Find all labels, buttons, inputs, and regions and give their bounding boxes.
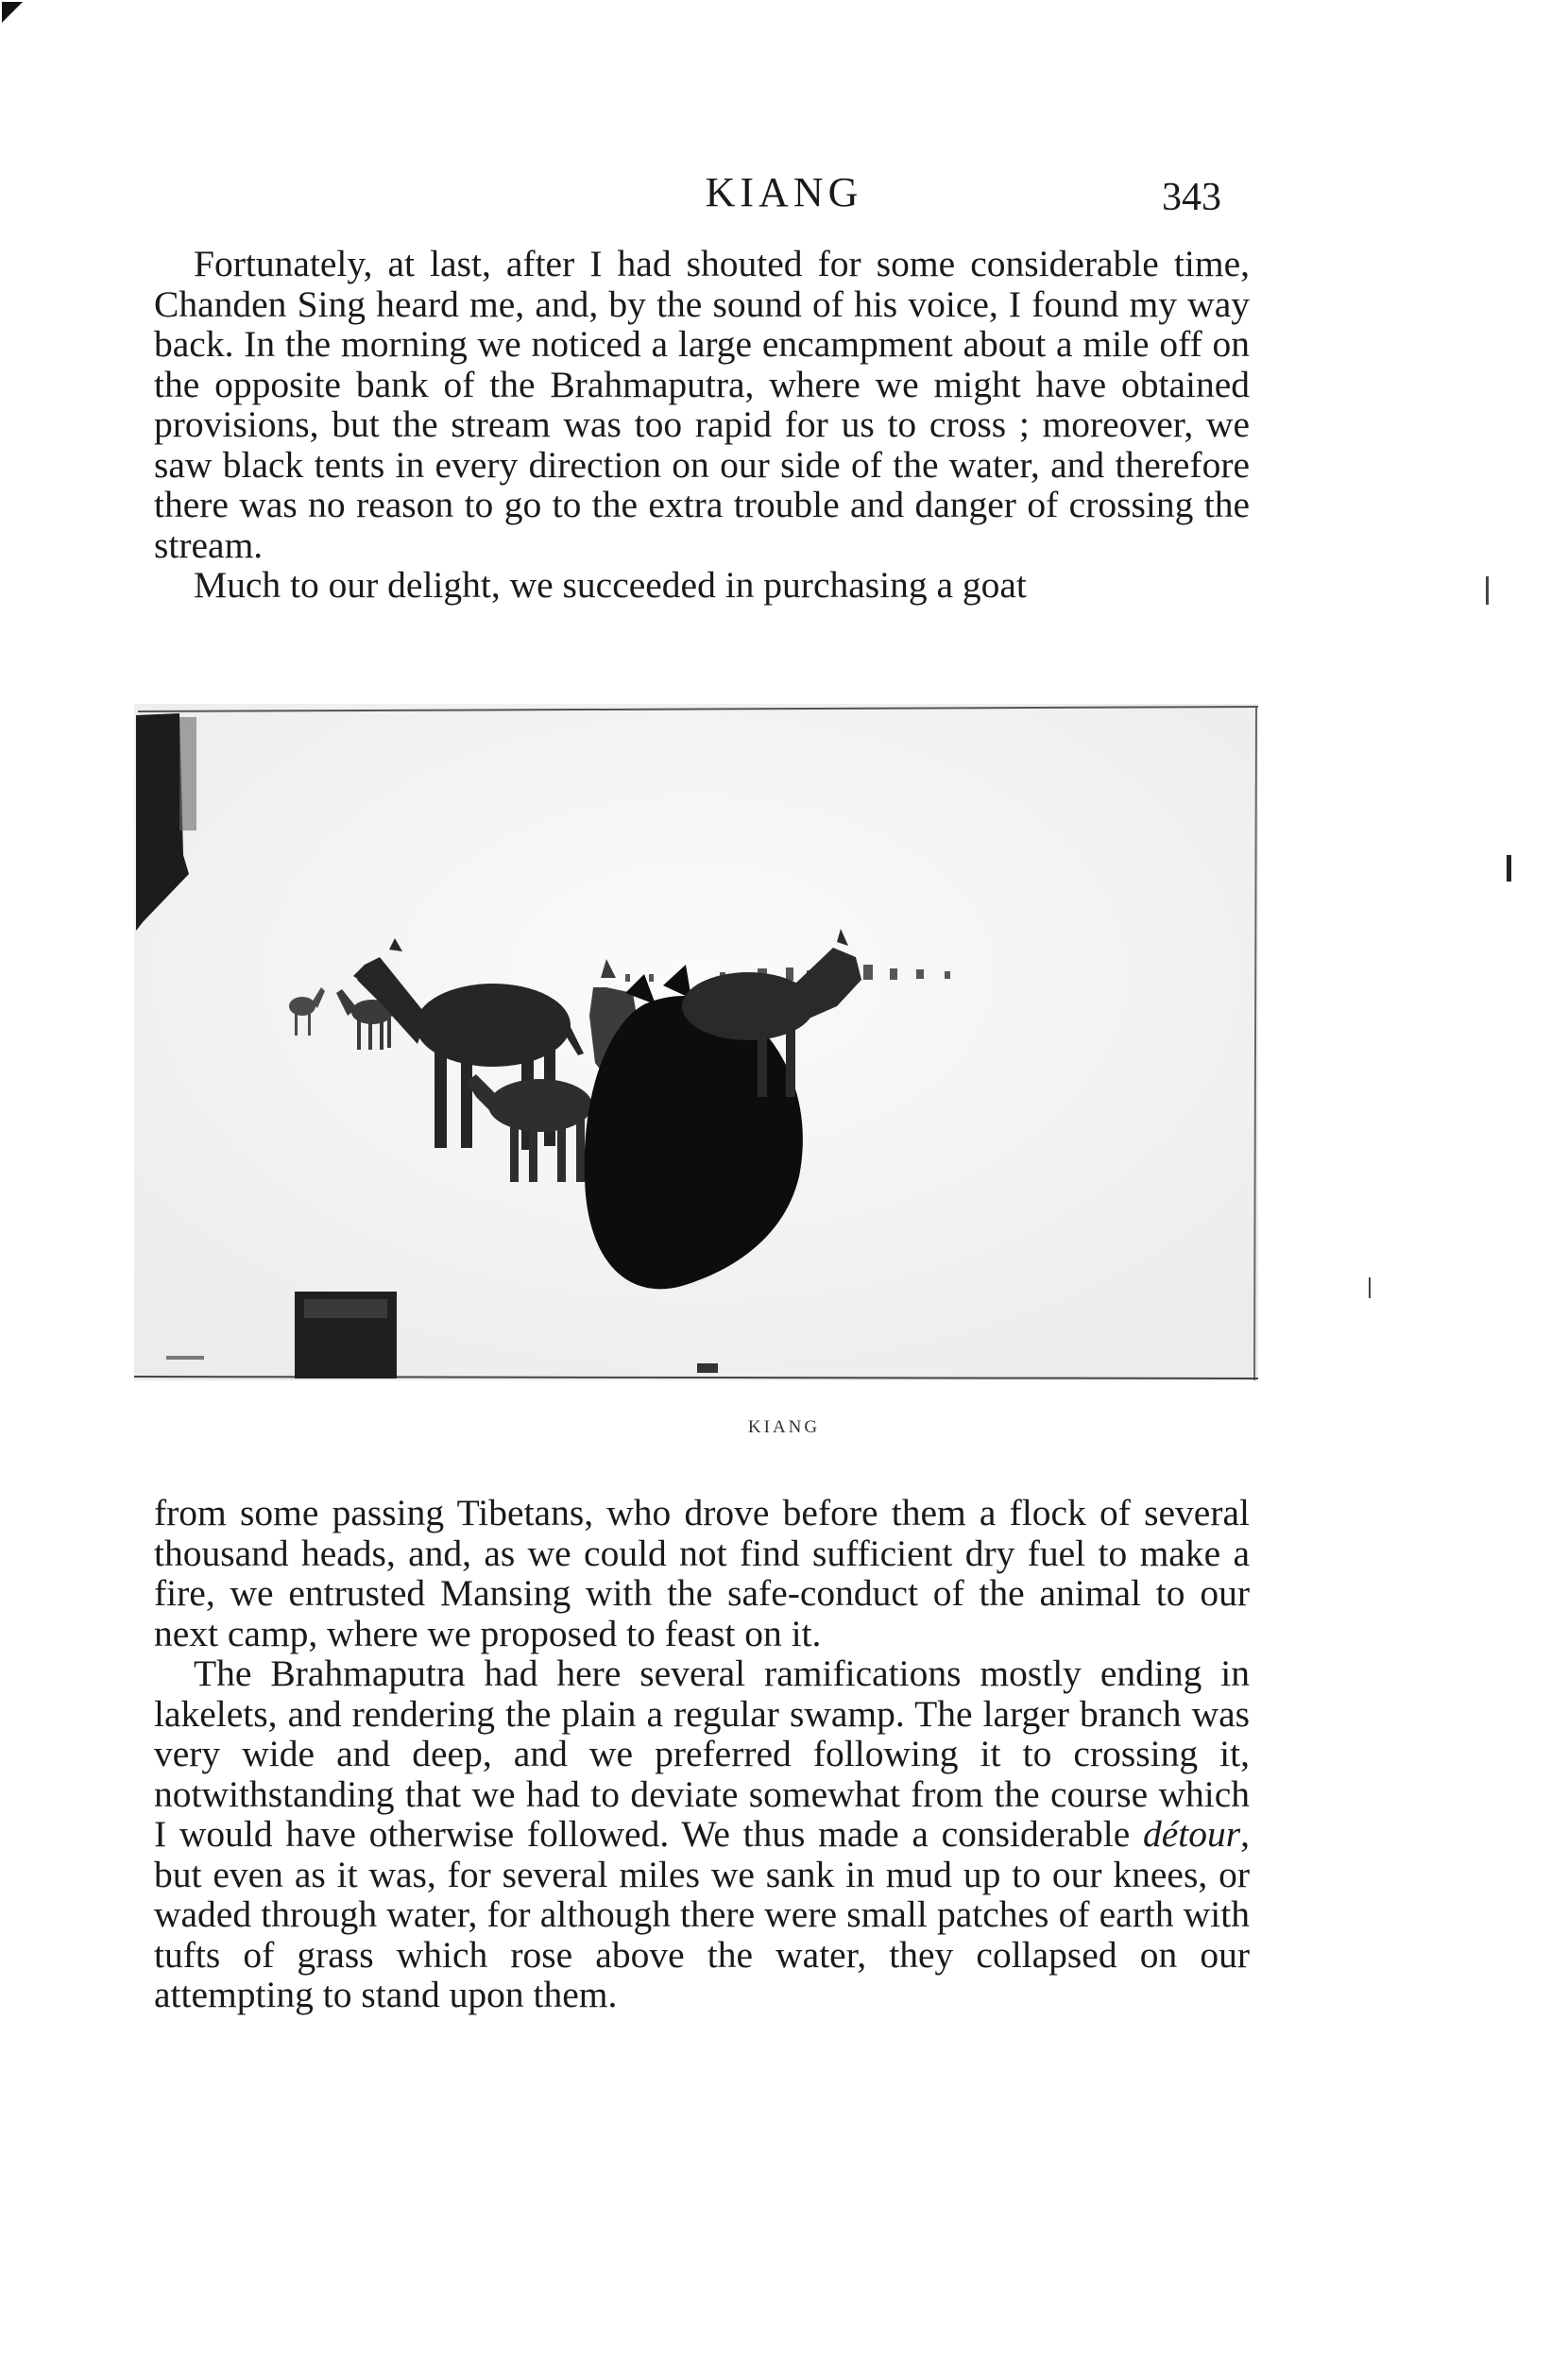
- photo-left-edge: [179, 717, 196, 830]
- photo-ground-mark: [166, 1356, 204, 1360]
- photo-illustration: [134, 704, 1258, 1380]
- figure-caption: KIANG: [747, 1417, 821, 1437]
- scan-mark: [1507, 855, 1511, 882]
- scan-mark: [1486, 576, 1489, 605]
- paragraph-text: , but even as it was, for several miles we sank in mud up to our knees, or waded through water, for although there were small patches of earth with tufts of grass which rose above the water, they collapsed on our attempting to stand upon them.: [154, 1813, 1250, 2015]
- body-text-top: [154, 244, 1250, 606]
- italic-word: détour: [1142, 1813, 1241, 1855]
- page-number: 343: [1162, 176, 1221, 219]
- paragraph: [154, 1653, 1250, 2015]
- paragraph: Fortunately, at last, after I had shouted for some considerable time, Chanden Sing heard me, and, by the sound of his voice, I found my way back. In the morning we noticed a large encampment about a mile off on the opposite bank of the Brahmaputra, where we might have obtained provisions, but the stream was too rapid for us to cross ; moreover, we saw black tents in every direction on our side of the water, and therefore there was no reason to go to the extra trouble and danger of crossing the stream.: [154, 243, 1250, 566]
- body-text-bottom: [154, 1493, 1250, 2015]
- page-title: KIANG: [705, 169, 863, 215]
- photo-bottom-block-highlight: [304, 1299, 387, 1318]
- scan-mark: [1369, 1277, 1371, 1298]
- paragraph: from some passing Tibetans, who drove before them a flock of several thousand heads, and, as we could not find sufficient dry fuel to make a fire, we entrusted Mansing with the safe-conduct of the animal to our next camp, where we proposed to feast on it.: [154, 1492, 1250, 1654]
- paragraph: Much to our delight, we succeeded in purchasing a goat: [194, 564, 1027, 606]
- scan-corner-mark: [2, 2, 23, 23]
- photo-ground-mark: [697, 1363, 718, 1373]
- kiang-photograph: [134, 704, 1258, 1380]
- paragraph-text: The Brahmaputra had here several ramifications mostly ending in lakelets, and rendering the plain a regular swamp. The larger branch was very wide and deep, and we preferred following it to crossing it, notwithstanding that we had to deviate somewhat from the course which I would have otherwise followed. We thus made a considerable: [154, 1652, 1250, 1855]
